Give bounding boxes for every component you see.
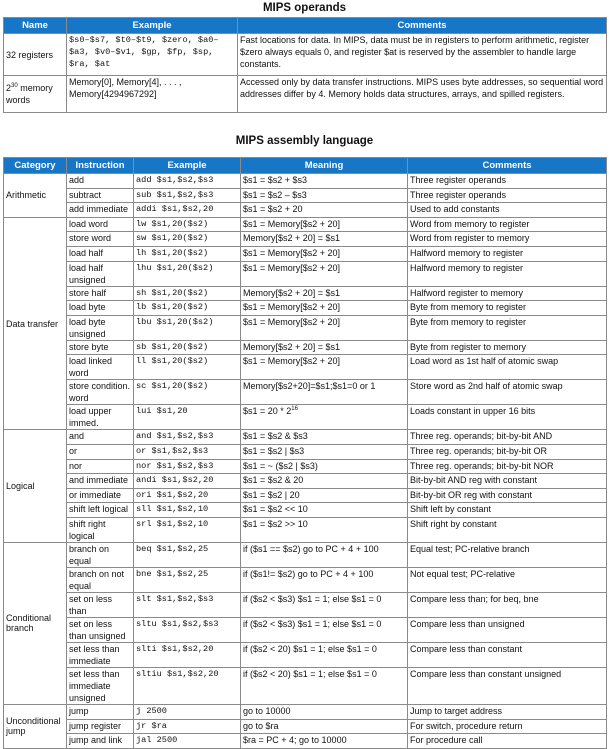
comments-cell: Compare less than constant [408,642,607,667]
instruction-cell: store byte [67,340,134,355]
example-cell: bne $s1,$s2,25 [134,567,241,592]
meaning-cell: if ($s2 < 20) $s1 = 1; else $s1 = 0 [241,667,408,704]
table-row [4,217,607,232]
meaning-cell: if ($s2 < $s3) $s1 = 1; else $s1 = 0 [241,592,408,617]
table-row [4,517,607,542]
example-cell: srl $s1,$s2,10 [134,517,241,542]
instruction-cell: add [67,174,134,189]
meaning-cell: Memory[$s2 + 20] = $s1 [241,340,408,355]
header-example: Example [67,18,238,34]
instruction-cell: jump [67,704,134,719]
example-cell: lw $s1,20($s2) [134,217,241,232]
example-cell: lb $s1,20($s2) [134,301,241,316]
example-cell: lui $s1,20 [134,405,241,430]
table-row [4,261,607,286]
meaning-cell: if ($s2 < 20) $s1 = 1; else $s1 = 0 [241,642,408,667]
operand-comments: Fast locations for data. In MIPS, data must be in registers to perform arithmetic, register $zero always equals 0, and register $at is reserved by the assembler to handle large constants. [238,34,607,76]
table-row [4,542,607,567]
example-cell: add $s1,$s2,$s3 [134,174,241,189]
table-row [4,380,607,405]
table-row [4,340,607,355]
header-example: Example [134,158,241,174]
instruction-cell: load word [67,217,134,232]
asm-header-row [4,158,607,174]
instruction-cell: nor [67,459,134,474]
table-row [4,704,607,719]
table-row [4,315,607,340]
comments-cell: Load word as 1st half of atomic swap [408,355,607,380]
instruction-cell: load upper immed. [67,405,134,430]
table-row [4,642,607,667]
table-row [4,203,607,218]
example-cell: addi $s1,$s2,20 [134,203,241,218]
header-comments: Comments [408,158,607,174]
meaning-cell: $s1 = $s2 << 10 [241,503,408,518]
instruction-cell: subtract [67,188,134,203]
example-cell: or $s1,$s2,$s3 [134,444,241,459]
example-cell: lbu $s1,20($s2) [134,315,241,340]
comments-cell: Shift right by constant [408,517,607,542]
example-cell: jal 2500 [134,734,241,749]
table-row [4,76,607,113]
table-row [4,488,607,503]
instruction-cell: store half [67,286,134,301]
comments-cell: Byte from memory to register [408,301,607,316]
comments-cell: Halfword memory to register [408,261,607,286]
comments-cell: Loads constant in upper 16 bits [408,405,607,430]
category-cell: Conditional branch [4,542,67,704]
example-cell: ll $s1,20($s2) [134,355,241,380]
category-cell: Arithmetic [4,174,67,218]
instruction-cell: load byte [67,301,134,316]
meaning-cell: $s1 = $s2 | 20 [241,488,408,503]
table-row [4,503,607,518]
instruction-cell: jump and link [67,734,134,749]
instruction-cell: shift left logical [67,503,134,518]
table-row [4,232,607,247]
header-name: Name [4,18,67,34]
example-cell: j 2500 [134,704,241,719]
table-row [4,667,607,704]
header-meaning: Meaning [241,158,408,174]
table-row [4,174,607,189]
comments-cell: Halfword memory to register [408,246,607,261]
table-row [4,286,607,301]
instruction-cell: and [67,430,134,445]
table-row [4,355,607,380]
comments-cell: Three reg. operands; bit-by-bit NOR [408,459,607,474]
instruction-cell: store word [67,232,134,247]
example-cell: slt $s1,$s2,$s3 [134,592,241,617]
table-row [4,617,607,642]
instruction-cell: jump register [67,719,134,734]
header-category: Category [4,158,67,174]
instruction-cell: store condition. word [67,380,134,405]
meaning-cell: if ($s1!= $s2) go to PC + 4 + 100 [241,567,408,592]
meaning-cell: $s1 = Memory[$s2 + 20] [241,261,408,286]
table-row [4,301,607,316]
category-cell: Unconditional jump [4,704,67,748]
meaning-cell: $s1 = $s2 >> 10 [241,517,408,542]
comments-cell: Used to add constants [408,203,607,218]
instruction-cell: set on less than unsigned [67,617,134,642]
instruction-cell: set on less than [67,592,134,617]
meaning-cell: $s1 = $s2 – $s3 [241,188,408,203]
comments-cell: For procedure call [408,734,607,749]
comments-cell: Byte from memory to register [408,315,607,340]
example-cell: beq $s1,$s2,25 [134,542,241,567]
comments-cell: Equal test; PC-relative branch [408,542,607,567]
instruction-cell: or immediate [67,488,134,503]
operands-table [3,17,607,113]
example-cell: and $s1,$s2,$s3 [134,430,241,445]
meaning-cell: $s1 = Memory[$s2 + 20] [241,315,408,340]
table-row [4,444,607,459]
table-row [4,459,607,474]
comments-cell: For switch, procedure return [408,719,607,734]
table-row [4,188,607,203]
example-cell: sc $s1,20($s2) [134,380,241,405]
comments-cell: Three reg. operands; bit-by-bit OR [408,444,607,459]
instruction-cell: and immediate [67,474,134,489]
instruction-cell: add immediate [67,203,134,218]
comments-cell: Compare less than unsigned [408,617,607,642]
table-row [4,430,607,445]
table-row [4,34,607,76]
comments-cell: Three register operands [408,188,607,203]
meaning-cell: if ($s1 == $s2) go to PC + 4 + 100 [241,542,408,567]
meaning-cell: Memory[$s2 + 20] = $s1 [241,286,408,301]
table-row [4,405,607,430]
example-cell: ori $s1,$s2,20 [134,488,241,503]
instruction-cell: load byte unsigned [67,315,134,340]
meaning-cell: go to $ra [241,719,408,734]
meaning-cell: if ($s2 < $s3) $s1 = 1; else $s1 = 0 [241,617,408,642]
table-row [4,567,607,592]
meaning-cell: go to 10000 [241,704,408,719]
instruction-cell: load half unsigned [67,261,134,286]
header-comments: Comments [238,18,607,34]
instruction-cell: set less than immediate [67,642,134,667]
meaning-cell: Memory[$s2 + 20] = $s1 [241,232,408,247]
comments-cell: Jump to target address [408,704,607,719]
meaning-cell: $s1 = $s2 + $s3 [241,174,408,189]
example-cell: sll $s1,$s2,10 [134,503,241,518]
comments-cell: Three reg. operands; bit-by-bit AND [408,430,607,445]
table-row [4,592,607,617]
instruction-cell: set less than immediate unsigned [67,667,134,704]
comments-cell: Word from register to memory [408,232,607,247]
category-cell: Logical [4,430,67,543]
meaning-cell: $s1 = $s2 & $s3 [241,430,408,445]
instruction-cell: branch on equal [67,542,134,567]
instruction-cell: load linked word [67,355,134,380]
comments-cell: Word from memory to register [408,217,607,232]
meaning-cell: $ra = PC + 4; go to 10000 [241,734,408,749]
example-cell: sltu $s1,$s2,$s3 [134,617,241,642]
instruction-cell: load half [67,246,134,261]
example-cell: lhu $s1,20($s2) [134,261,241,286]
example-cell: lh $s1,20($s2) [134,246,241,261]
instruction-cell: branch on not equal [67,567,134,592]
category-cell: Data transfer [4,217,67,430]
table-row [4,734,607,749]
meaning-cell: $s1 = Memory[$s2 + 20] [241,301,408,316]
table-row [4,246,607,261]
comments-cell: Shift left by constant [408,503,607,518]
operand-name: $2^{30}$ memory words [4,76,67,113]
table-row [4,719,607,734]
operand-example: Memory[0], Memory[4], . . . , Memory[4294967292] [67,76,238,113]
meaning-cell: $s1 = Memory[$s2 + 20] [241,217,408,232]
example-cell: sw $s1,20($s2) [134,232,241,247]
example-cell: jr $ra [134,719,241,734]
assembly-table [3,157,607,749]
meaning-cell: $s1 = $20 * 2^{16}$ [241,405,408,430]
comments-cell: Compare less than constant unsigned [408,667,607,704]
example-cell: sb $s1,20($s2) [134,340,241,355]
example-cell: sub $s1,$s2,$s3 [134,188,241,203]
example-cell: nor $s1,$s2,$s3 [134,459,241,474]
example-cell: slti $s1,$s2,20 [134,642,241,667]
operand-example: $s0–$s7, $t0–$t9, $zero, $a0–$a3, $v0–$v1, $gp, $fp, $sp, $ra, $at [67,34,238,76]
comments-cell: Bit-by-bit OR reg with constant [408,488,607,503]
operands-header-row [4,18,607,34]
meaning-cell: $s1 = $s2 & 20 [241,474,408,489]
example-cell: sh $s1,20($s2) [134,286,241,301]
operand-name: 32 registers [4,34,67,76]
comments-cell: Compare less than; for beq, bne [408,592,607,617]
asm-title: MIPS assembly language [235,135,374,147]
comments-cell: Store word as 2nd half of atomic swap [408,380,607,405]
operands-title: MIPS operands [262,2,347,14]
comments-cell: Not equal test; PC-relative [408,567,607,592]
meaning-cell: $s1 = ~ ($s2 | $s3) [241,459,408,474]
comments-cell: Byte from register to memory [408,340,607,355]
comments-cell: Three register operands [408,174,607,189]
example-cell: andi $s1,$s2,20 [134,474,241,489]
instruction-cell: shift right logical [67,517,134,542]
header-instruction: Instruction [67,158,134,174]
operand-comments: Accessed only by data transfer instructions. MIPS uses byte addresses, so sequential word addresses differ by 4. Memory holds data structures, arrays, and spilled registers. [238,76,607,113]
instruction-cell: or [67,444,134,459]
meaning-cell: $s1 = $s2 + 20 [241,203,408,218]
meaning-cell: $s1 = $s2 | $s3 [241,444,408,459]
table-row [4,474,607,489]
comments-cell: Bit-by-bit AND reg with constant [408,474,607,489]
comments-cell: Halfword register to memory [408,286,607,301]
meaning-cell: $s1 = Memory[$s2 + 20] [241,246,408,261]
meaning-cell: Memory[$s2+20]=$s1;$s1=0 or 1 [241,380,408,405]
example-cell: sltiu $s1,$s2,20 [134,667,241,704]
meaning-cell: $s1 = Memory[$s2 + 20] [241,355,408,380]
